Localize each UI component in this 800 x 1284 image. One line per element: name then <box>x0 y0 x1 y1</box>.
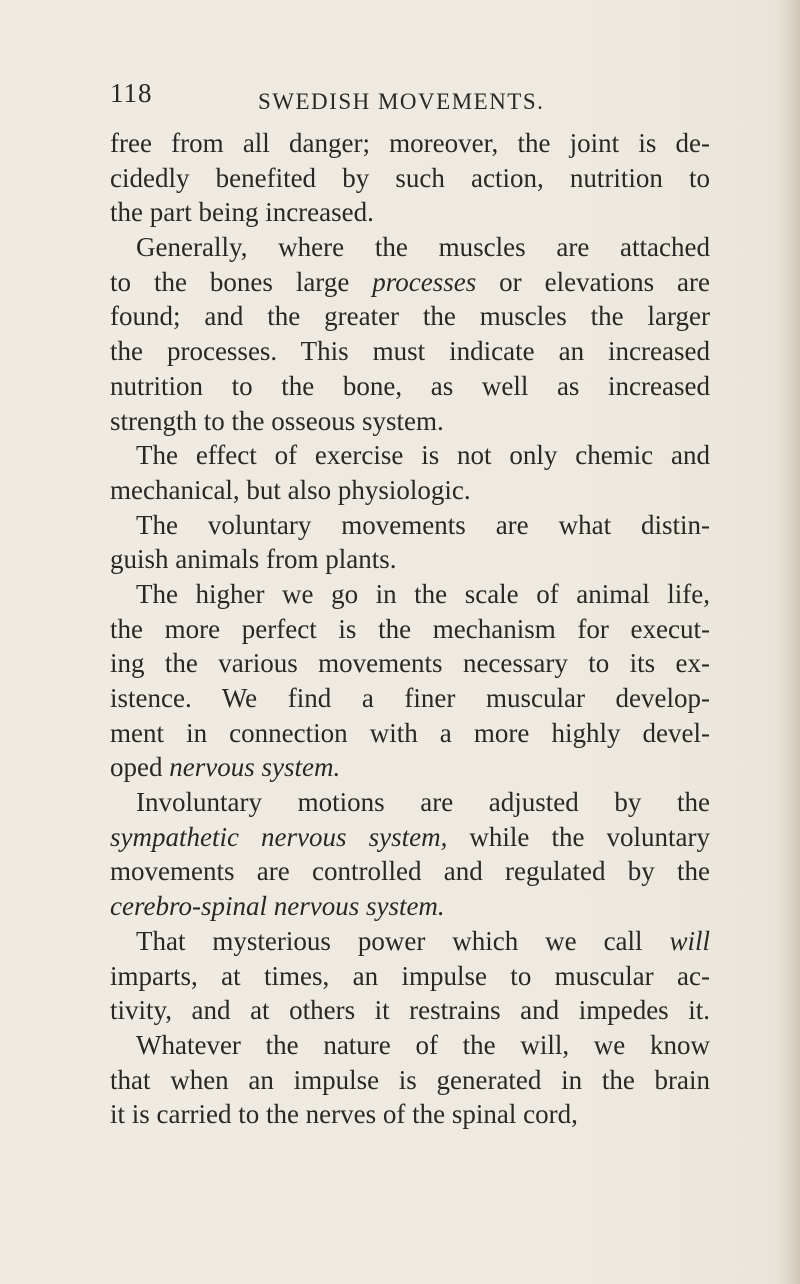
text-segment: free from all danger; moreover, the joint is de- <box>110 128 710 158</box>
text-segment: Involuntary motions are adjusted by the <box>136 787 710 818</box>
text-line <box>110 1097 710 1132</box>
text-line <box>110 265 710 300</box>
text-line <box>110 924 710 959</box>
text-line <box>110 542 710 577</box>
text-line <box>110 785 710 820</box>
text-line <box>110 369 710 404</box>
text-line <box>110 161 710 196</box>
text-segment: nutrition to the bone, as well as increased <box>110 370 710 401</box>
text-segment: or elevations are <box>476 266 710 297</box>
text-segment: The voluntary movements are what distin- <box>136 509 710 540</box>
text-segment: strength to the osseous system. <box>110 405 444 436</box>
text-line <box>110 404 710 439</box>
text-segment: while the voluntary <box>447 821 710 852</box>
text-line <box>110 612 710 647</box>
text-segment: mechanical, but also physiologic. <box>110 474 471 505</box>
text-segment: cidedly benefited by such action, nutrition to <box>110 162 710 193</box>
text-segment: found; and the greater the muscles the larger <box>110 301 710 332</box>
text-line <box>110 334 710 369</box>
page-number: 118 <box>110 78 153 108</box>
text-segment: ment in connection with a more highly devel- <box>110 717 710 748</box>
text-segment: The effect of exercise is not only chemic and <box>136 440 710 471</box>
text-line <box>110 681 710 716</box>
italic-text: processes <box>372 266 477 297</box>
text-line <box>110 299 710 334</box>
italic-text: will <box>669 925 710 956</box>
text-line <box>110 230 710 265</box>
text-line <box>110 126 710 161</box>
text-segment: That mysterious power which we call <box>136 925 670 956</box>
text-segment: movements are controlled and regulated by the <box>110 856 710 887</box>
text-segment: it is carried to the nerves of the spinal cord, <box>110 1099 578 1130</box>
text-segment: that when an impulse is generated in the brain <box>110 1064 710 1095</box>
text-segment: the more perfect is the mechanism for execut- <box>110 613 710 644</box>
text-line <box>110 1028 710 1063</box>
text-segment: oped <box>110 752 170 783</box>
italic-text: cerebro-spinal nervous system. <box>110 891 445 922</box>
text-line <box>110 889 710 924</box>
text-segment: imparts, at times, an impulse to muscular ac- <box>110 960 710 991</box>
text-line <box>110 820 710 855</box>
text-segment: tivity, and at others it restrains and impedes it. <box>110 995 710 1026</box>
text-line <box>110 195 710 230</box>
text-segment: ing the various movements necessary to its ex- <box>110 648 710 679</box>
running-head: SWEDISH MOVEMENTS. <box>258 89 545 114</box>
italic-text: nervous system. <box>169 752 341 783</box>
text-line <box>110 959 710 994</box>
text-line <box>110 750 710 785</box>
italic-text: sympathetic nervous system, <box>110 821 448 852</box>
text-segment: the processes. This must indicate an increased <box>110 336 710 367</box>
text-line <box>110 1063 710 1098</box>
text-segment: Whatever the nature of the will, we know <box>136 1029 710 1060</box>
text-segment: The higher we go in the scale of animal life, <box>136 578 710 609</box>
text-line <box>110 508 710 543</box>
text-line <box>110 854 710 889</box>
text-segment: to the bones large <box>110 266 373 297</box>
text-segment: Generally, where the muscles are attached <box>136 232 710 263</box>
text-segment: istence. We find a finer muscular develop- <box>110 683 710 713</box>
text-line <box>110 577 710 612</box>
text-line <box>110 646 710 681</box>
text-line <box>110 993 710 1028</box>
text-segment: guish animals from plants. <box>110 544 397 575</box>
text-line <box>110 438 710 473</box>
text-segment: the part being increased. <box>110 197 374 228</box>
page-edge-shadow <box>778 0 800 1284</box>
text-line <box>110 716 710 751</box>
body-text <box>110 126 710 1132</box>
text-line <box>110 473 710 508</box>
